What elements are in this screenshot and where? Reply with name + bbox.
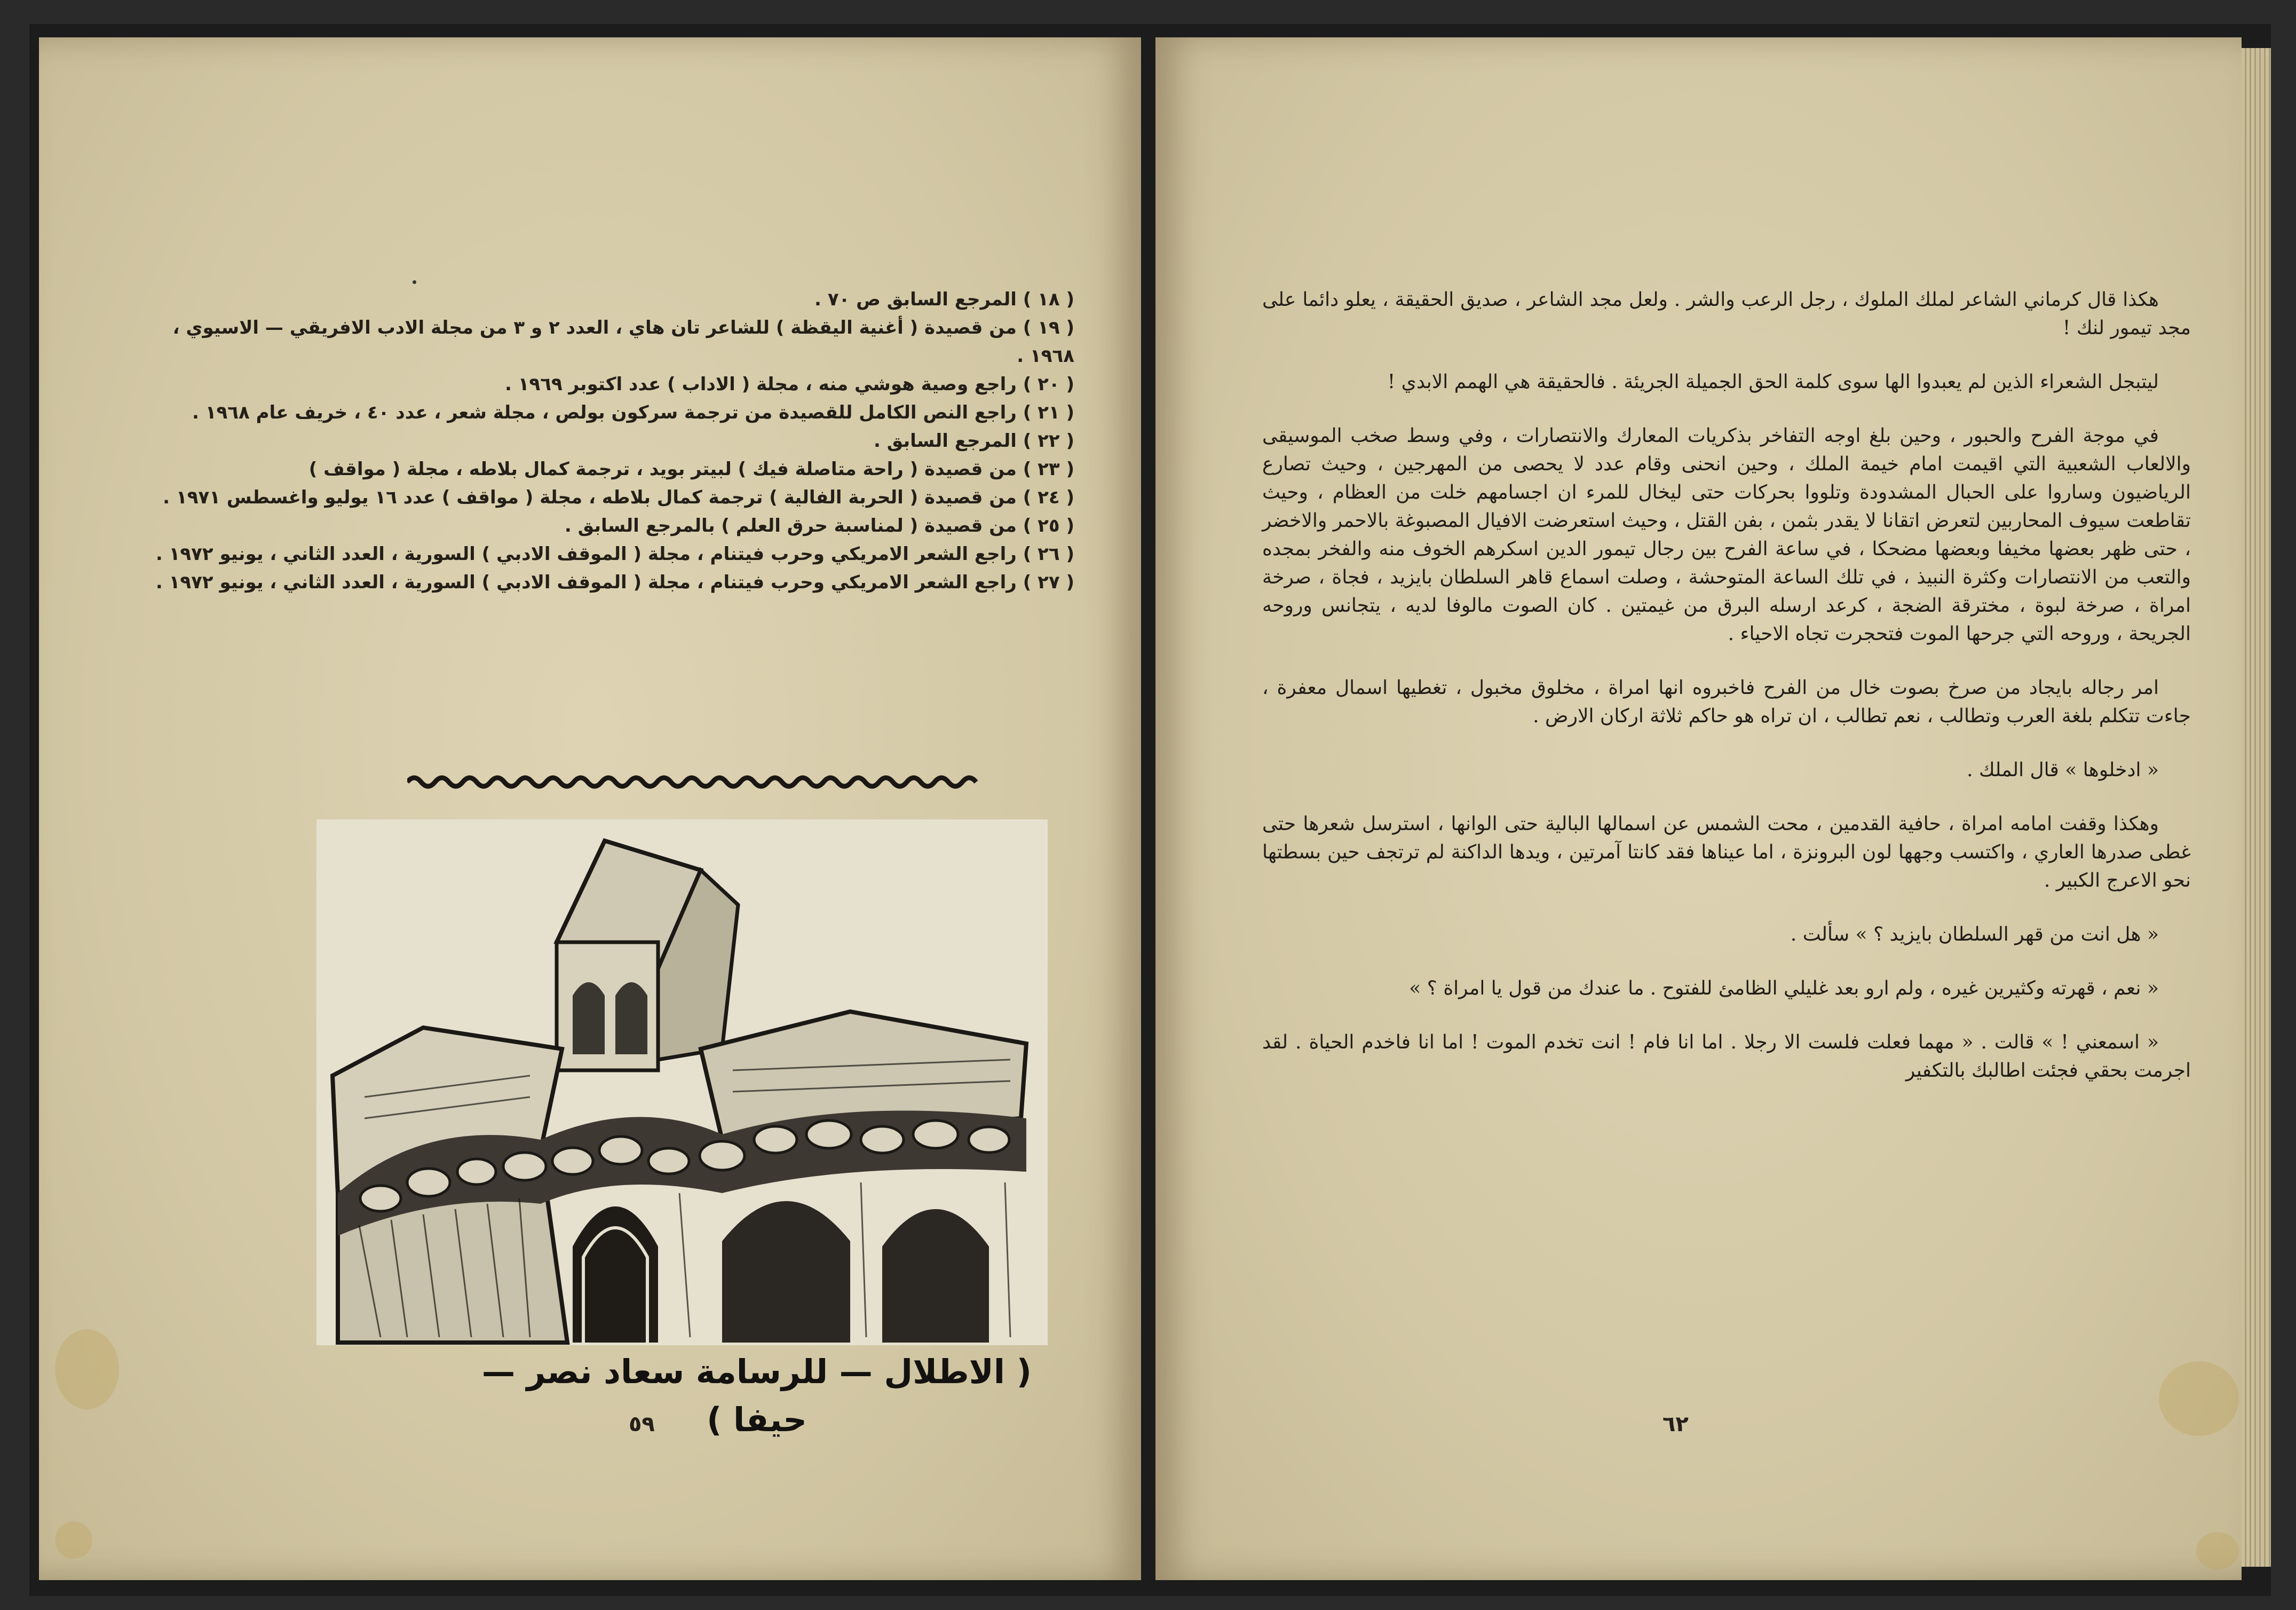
paragraph-2: ليتبجل الشعراء الذين لم يعبدوا الها سوى كلمة الحق الجميلة الجريئة . فالحقيقة هي الهمم الابدي ! xyxy=(1387,371,2159,393)
page-number-left: ٥٩ xyxy=(629,1412,655,1437)
footnote-25: ( ٢٥ ) من قصيدة ( لمناسبة حرق العلم ) بالمرجع السابق . xyxy=(564,515,1074,536)
paragraph-5: « ادخلوها » قال الملك . xyxy=(1967,759,2159,781)
paragraph-3: في موجة الفرح والحبور ، وحين بلغ اوجه التفاخر بذكريات المعارك والانتصارات ، وفي وسط صخب الموسيقى والالعاب الشعبية التي اقيمت امام خيمة الملك ، وحين انحنى وقام عدد لا يحصى من المهرجين ، وحيث تصارع الرياضيون وساروا على الحبال المشدودة وتلووا بحركات حتى ليخال للمرء ان اجسامهم خلت من العظام ، وحيث تقاطعت سيوف المحاربين لتعرض اتقانا لا يقدر بثمن ، بفن القتل ، وحيث استعرضت الافيال المصبوغة بالاحمر والاخضر ، حتى ظهر بعضها مخيفا وبعضها مضحكا ، في ساعة الفرح بين رجال تيمور الدين اسكرهم الخوف منه والفخر بمجده والتعب من الانتصارات وكثرة النبيذ ، في تلك الساعة المتوحشة ، وصلت اسماع قاهر السلطان بايزيد ، فجاة ، صرخة امراة ، صرخة لبوة ، مخترقة الضجة ، كرعد ارسله البرق من غيمتين . كان الصوت مالوفا لديه ، يتجانس وروحه الجريحة ، وروحه التي جرحها الموت فتحجرت تجاه الاحياء . xyxy=(1262,425,2191,645)
left-page xyxy=(39,37,1141,1580)
paragraph-1: هكذا قال كرماني الشاعر لملك الملوك ، رجل الرعب والشر . ولعل مجد الشاعر ، صديق الحقيقة ، يعلو دائما على مجد تيمور لنك ! xyxy=(1262,289,2191,339)
paper-stain xyxy=(55,1329,119,1409)
footnote-19: ( ١٩ ) من قصيدة ( أغنية اليقظة ) للشاعر تان هاي ، العدد ٢ و ٣ من مجلة الادب الافريقي — الاسيوي ، ١٩٦٨ . xyxy=(172,317,1074,367)
ink-speck xyxy=(413,280,416,284)
footnote-23: ( ٢٣ ) من قصيدة ( راحة متاصلة فيك ) لبيتر بويد ، ترجمة كمال بلاطه ، مجلة ( مواقف ) xyxy=(308,459,1074,480)
paragraph-7: « هل انت من قهر السلطان بايزيد ؟ » سألت . xyxy=(1790,924,2159,945)
footnote-22: ( ٢٢ ) المرجع السابق . xyxy=(873,430,1074,452)
page-number-right: ٦٢ xyxy=(1662,1412,1689,1437)
wavy-divider xyxy=(407,771,978,793)
paragraph-6: وهكذا وقفت امامه امراة ، حافية القدمين ، محت الشمس عن اسمالها البالية حتى الوانها ، استرسل شعرها حتى غطى صدرها العاري ، واكتسب وجهها لون البرونزة ، اما عيناها فقد كانتا آمرتين ، ويدها الداكنة لم ترتجف حين بسطتها نحو الاعرج الكبير . xyxy=(1262,813,2191,891)
illustration-caption: ( الاطلال — للرسامة سعاد نصر — حيفا ) xyxy=(482,1352,1032,1439)
paragraph-9: « اسمعني ! » قالت . « مهما فعلت فلست الا رجلا . اما انا فام ! انت تخدم الموت ! اما انا فاخدم الحياة . لقد اجرمت بحقي فجئت اطالبك بالتكفير xyxy=(1262,1031,2191,1082)
footnote-18: ( ١٨ ) المرجع السابق ص ٧٠ . xyxy=(814,289,1074,310)
book-spread xyxy=(29,24,2271,1596)
footnotes xyxy=(135,286,1074,597)
paragraph-4: امر رجاله بايجاد من صرخ بصوت خال من الفرح فاخبروه انها امراة ، مخلوق مخبول ، تغطيها اسمال معفرة ، جاءت تتكلم بلغة العرب وتطالب ، نعم تطالب ، ان تراه هو حاكم ثلاثة اركان الارض . xyxy=(1262,677,2191,727)
footnote-21: ( ٢١ ) راجع النص الكامل للقصيدة من ترجمة سركون بولص ، مجلة شعر ، عدد ٤٠ ، خريف عام ١٩٦٨ . xyxy=(192,402,1074,423)
footnote-24: ( ٢٤ ) من قصيدة ( الحربة الفالية ) ترجمة كمال بلاطه ، مجلة ( مواقف ) عدد ١٦ يوليو واغسطس ١٩٧١ . xyxy=(163,487,1074,508)
ruins-illustration xyxy=(316,819,1048,1345)
footnote-27: ( ٢٧ ) راجع الشعر الامريكي وحرب فيتنام ، مجلة ( الموقف الادبي ) السورية ، العدد الثاني ، يونيو ١٩٧٢ . xyxy=(155,572,1074,593)
footnote-26: ( ٢٦ ) راجع الشعر الامريكي وحرب فيتنام ، مجلة ( الموقف الادبي ) السورية ، العدد الثاني ، يونيو ١٩٧٢ . xyxy=(155,543,1074,565)
paragraph-8: « نعم ، قهرته وكثيرين غيره ، ولم ارو بعد غليلي الظامئ للفتوح . ما عندك من قول يا امراة ؟ » xyxy=(1409,977,2159,999)
page-edges xyxy=(2242,48,2271,1567)
paper-stain xyxy=(2196,1532,2239,1569)
paper-stain xyxy=(2159,1361,2239,1436)
footnote-20: ( ٢٠ ) راجع وصية هوشي منه ، مجلة ( الاداب ) عدد اكتوبر ١٩٦٩ . xyxy=(505,374,1074,395)
paper-stain xyxy=(55,1521,92,1559)
body-text xyxy=(1262,286,2191,1110)
right-page xyxy=(1155,37,2242,1580)
